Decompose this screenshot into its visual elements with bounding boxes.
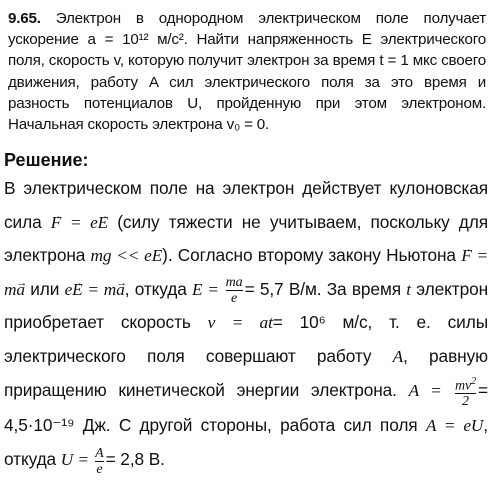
formula-force-equality: e→ E = m→ a xyxy=(65,280,125,299)
formula-newton-law: → F = m→ a xyxy=(4,246,488,299)
solution-text: , откуда xyxy=(124,278,187,299)
solution-text: или xyxy=(30,278,60,299)
solution-heading: Решение: xyxy=(4,150,89,170)
solution-text: ). Согласно второму закону Ньютона xyxy=(162,245,456,266)
formula-potential-difference: U = $\frac{A}{e}$ xyxy=(60,445,104,477)
formula-field-strength: E = $\frac{ma}{e}$ xyxy=(192,275,243,307)
solution-text: = 10⁶ м/с, т. е. силы электрического поля совершают работу xyxy=(4,312,489,366)
formula-work-kinetic: A = $\frac{mv^2}{2}$ xyxy=(408,375,477,410)
solution-text: откуда xyxy=(4,449,57,470)
solution-text: , равную приращению кинетической энергии электрона. xyxy=(4,345,488,400)
formula-gravity-neglect: mg << eE xyxy=(90,246,163,266)
problem-number: 9.65. xyxy=(8,10,41,27)
solution-text: В электрическом поле на электрон действует кулоновская сила xyxy=(4,178,488,232)
solution-text: электрон приобретает скорость xyxy=(4,278,489,333)
solution-text: = 5,7 В/м. За время xyxy=(244,278,401,299)
solution-body: В электрическом поле на электрон действует кулоновская сила → F = e→ E (силу тяжести не учитываем, поскольку для электрона mg << eE). Согласно второму закону Ньютона → F = m→ a или e→ E = m→ a, откуда E = $\frac{ma}{e}$ = 5,7 В/м. За время t электрон приобретает скорость v = at= 10⁶ м/с, т. е. силы электрического поля совершают работу A, равную приращению кинетической энергии электрона. A = $\frac{mv^2}{2}$ = 4,5·10⁻¹⁹ Дж. С другой стороны, работа сил поля A = eU, откуда U = $\frac{A}{e}$ = 2,8 В. xyxy=(4,172,488,477)
solution-text: = 2,8 В. xyxy=(105,449,165,470)
formula-coulomb-force: → F = e→ E xyxy=(51,213,108,232)
problem-text: Электрон в однородном электрическом поле получает ускорение a = 10¹² м/с². Найти напряженность E электрического поля, скорость v, которую получит электрон за время t = 1 мкс своего движения, работу A сил электрического поля за это время и разность потенциалов U, пройденную при этом электроном. Начальная скорость электрона v₀ = 0. xyxy=(8,10,486,134)
solution-text: (силу тяжести не учитываем, поскольку для электрона xyxy=(4,211,489,266)
formula-velocity: v = at xyxy=(207,313,273,333)
problem-statement xyxy=(8,8,486,135)
solution-text: = 4,5·10⁻¹⁹ Дж. С другой стороны, работа сил поля xyxy=(4,379,489,436)
formula-work-field: A = eU xyxy=(425,416,484,436)
